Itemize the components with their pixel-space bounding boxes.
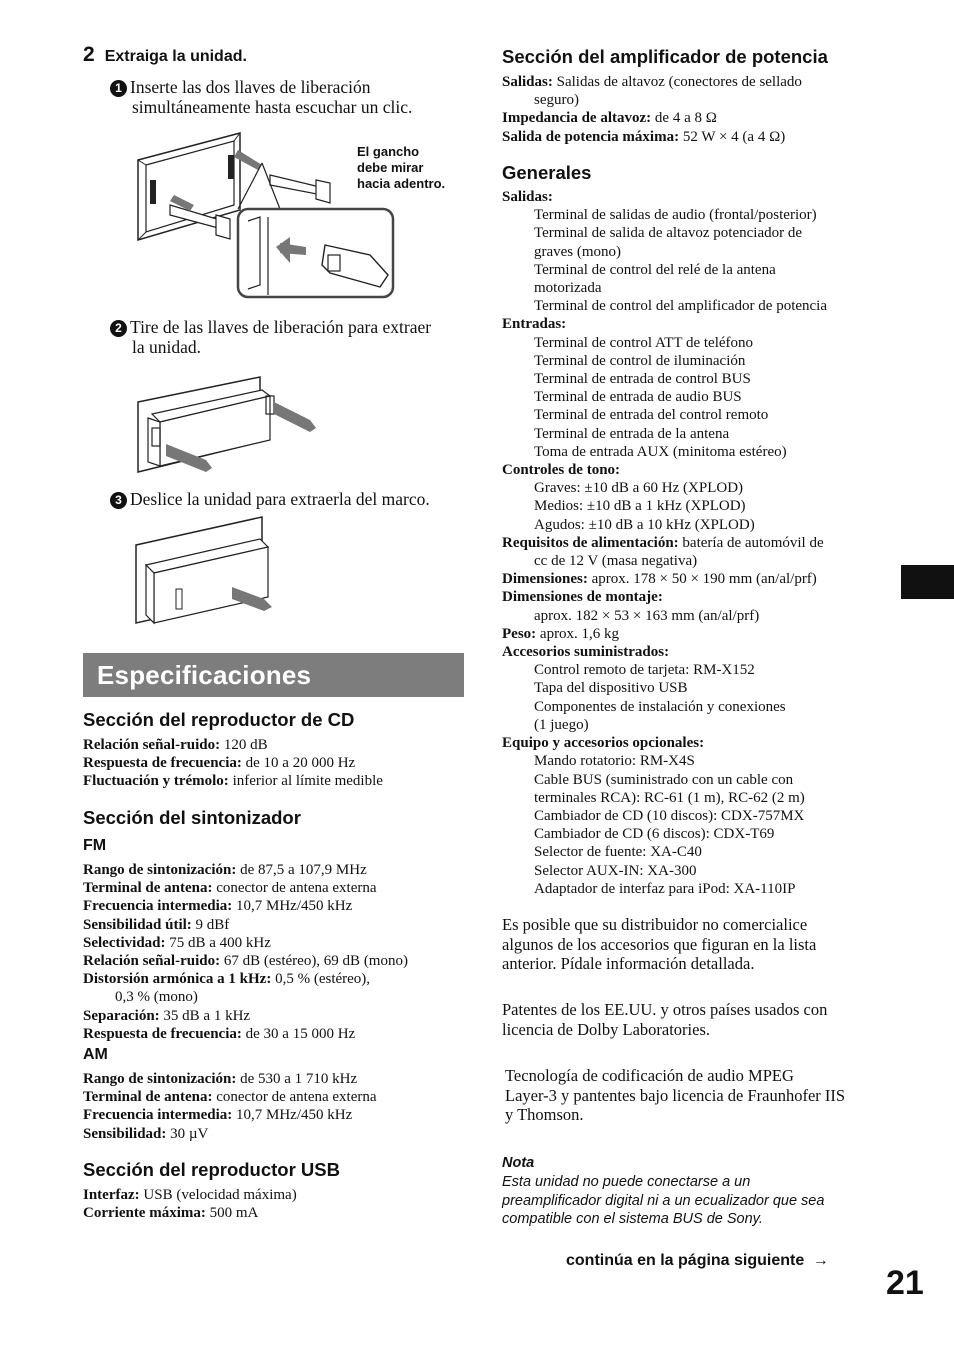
spec-row: Requisitos de alimentación: batería de automóvil de (502, 534, 824, 551)
substep-2 (110, 317, 470, 357)
note-title: Nota (502, 1155, 535, 1171)
spec-item: Terminal de control del amplificador de potencia (534, 298, 827, 315)
spec-item: Cambiador de CD (10 discos): CDX-757MX (534, 807, 805, 824)
hook-label-line: debe mirar (357, 160, 424, 175)
substep-3-text: Deslice la unidad para extraerla del marco. (130, 489, 430, 509)
paragraph-line: Patentes de los EE.UU. y otros países usados con (502, 1000, 828, 1019)
fm-heading: FM (83, 837, 107, 854)
step-title: Extraiga la unidad. (104, 48, 247, 65)
spec-row: Terminal de antena: conector de antena externa (83, 880, 377, 897)
illustration-slide-unit (132, 515, 282, 630)
cd-section-heading: Sección del reproductor de CD (83, 709, 355, 730)
step-marker-2: 2 (110, 320, 127, 337)
spec-row: Relación señal-ruido: 67 dB (estéreo), 69 dB (mono) (83, 953, 408, 970)
spec-item: terminales RCA): RC-61 (1 m), RC-62 (2 m) (534, 789, 805, 806)
spec-item: Cambiador de CD (6 discos): CDX-T69 (534, 826, 775, 843)
spec-item: Adaptador de interfaz para iPod: XA-110IP (534, 880, 796, 897)
spec-row: Salidas: Salidas de altavoz (conectores de sellado (502, 74, 802, 90)
note-line: preamplificador digital ni a un ecualizador que sea (502, 1192, 825, 1209)
amp-section-heading: Sección del amplificador de potencia (502, 46, 828, 67)
fm-spec-list (83, 861, 468, 1043)
spec-item: Terminal de entrada del control remoto (534, 407, 769, 424)
paragraph-line: Es posible que su distribuidor no comercialice (502, 915, 808, 934)
spec-row: Dimensiones: aprox. 178 × 50 × 190 mm (an/al/prf) (502, 571, 817, 588)
spec-item: Terminal de control ATT de teléfono (534, 334, 754, 351)
spec-item: Cable BUS (suministrado con un cable con (534, 771, 794, 788)
step-number: 2 (83, 43, 95, 66)
spec-group-label: Accesorios suministrados: (502, 644, 670, 661)
spec-row: Sensibilidad: 30 µV (83, 1125, 209, 1142)
spec-item: Selector de fuente: XA-C40 (534, 844, 702, 861)
spec-row: Relación señal-ruido: 120 dB (83, 737, 268, 753)
tuner-section-heading: Sección del sintonizador (83, 807, 301, 828)
availability-paragraph (502, 915, 892, 974)
paragraph-line: algunos de los accesorios que figuran en la lista (502, 934, 817, 954)
usb-spec-list (83, 1186, 463, 1222)
spec-item: Tapa del dispositivo USB (534, 680, 688, 697)
spec-row: Frecuencia intermedia: 10,7 MHz/450 kHz (83, 1107, 353, 1124)
spec-item: motorizada (534, 280, 602, 297)
spec-item: aprox. 182 × 53 × 163 mm (an/al/prf) (534, 607, 760, 624)
spec-item: Control remoto de tarjeta: RM-X152 (534, 662, 755, 679)
arrow-right-icon: → (812, 1252, 829, 1269)
paragraph-line: y Thomson. (505, 1105, 584, 1124)
am-spec-list (83, 1070, 468, 1143)
section-banner: Especificaciones (83, 653, 464, 697)
note-line: Esta unidad no puede conectarse a un (502, 1174, 751, 1190)
spec-item: (1 juego) (534, 716, 589, 733)
spec-item: Componentes de instalación y conexiones (534, 698, 786, 715)
spec-row: Impedancia de altavoz: de 4 a 8 Ω (502, 110, 717, 127)
page-number: 21 (886, 1264, 924, 1302)
continue-text: continúa en la página siguiente (566, 1252, 805, 1269)
spec-item: Terminal de control de iluminación (534, 352, 746, 369)
spec-row: Respuesta de frecuencia: de 10 a 20 000 Hz (83, 755, 356, 772)
hook-label-line: hacia adentro. (357, 176, 446, 191)
spec-item: Medios: ±10 dB a 1 kHz (XPLOD) (534, 498, 746, 515)
side-tab-marker (901, 565, 954, 599)
spec-item: Terminal de entrada de la antena (534, 425, 730, 442)
general-spec-list (502, 188, 887, 898)
substep-1-text-line2: simultáneamente hasta escuchar un clic. (132, 97, 413, 117)
spec-row: Separación: 35 dB a 1 kHz (83, 1007, 251, 1024)
paragraph-line: licencia de Dolby Laboratories. (502, 1019, 710, 1039)
illustration-pull-unit (130, 372, 330, 482)
continue-footer (566, 1252, 829, 1270)
paragraph-line: anterior. Pídale información detallada. (502, 954, 755, 973)
spec-item: graves (mono) (534, 243, 622, 260)
spec-group-label: Entradas: (502, 316, 567, 333)
dolby-paragraph (502, 1000, 892, 1039)
spec-row: Distorsión armónica a 1 kHz: 0,5 % (estéreo), (83, 971, 371, 988)
spec-row: Frecuencia intermedia: 10,7 MHz/450 kHz (83, 898, 353, 915)
substep-2-text-line2: la unidad. (132, 337, 202, 357)
step-marker-1: 1 (110, 80, 127, 97)
spec-item: Terminal de entrada de audio BUS (534, 389, 742, 406)
spec-row: Corriente máxima: 500 mA (83, 1205, 259, 1222)
spec-row: Fluctuación y trémolo: inferior al límite medible (83, 773, 383, 790)
spec-row: Rango de sintonización: de 530 a 1 710 kHz (83, 1071, 358, 1087)
spec-row: Sensibilidad útil: 9 dBf (83, 916, 230, 933)
substep-2-text-line1: Tire de las llaves de liberación para extraer (130, 317, 432, 337)
paragraph-line: Tecnología de codificación de audio MPEG (505, 1066, 794, 1085)
spec-item: Selector AUX-IN: XA-300 (534, 862, 697, 879)
spec-row: Salida de potencia máxima: 52 W × 4 (a 4 Ω) (502, 128, 786, 145)
spec-row: Rango de sintonización: de 87,5 a 107,9 MHz (83, 862, 367, 878)
spec-item: Mando rotatorio: RM-X4S (534, 753, 695, 770)
spec-row-continuation: cc de 12 V (masa negativa) (534, 553, 698, 570)
spec-item: Terminal de salida de altavoz potenciador de (534, 225, 803, 242)
spec-item: Graves: ±10 dB a 60 Hz (XPLOD) (534, 480, 744, 497)
spec-item: Toma de entrada AUX (minitoma estéreo) (534, 443, 787, 460)
spec-item: Terminal de control del relé de la antena (534, 261, 776, 278)
spec-item: Agudos: ±10 dB a 10 kHz (XPLOD) (534, 516, 755, 533)
spec-row-continuation: 0,3 % (mono) (115, 989, 198, 1006)
hook-label (357, 144, 445, 192)
hook-label-line: El gancho (357, 144, 420, 159)
note-text (502, 1173, 892, 1229)
note-line: compatible con el sistema BUS de Sony. (502, 1211, 763, 1227)
spec-row: Respuesta de frecuencia: de 30 a 15 000 Hz (83, 1025, 356, 1042)
general-section-heading: Generales (502, 162, 592, 183)
spec-group-label: Equipo y accesorios opcionales: (502, 735, 705, 752)
spec-row: Interfaz: USB (velocidad máxima) (83, 1187, 297, 1203)
usb-section-heading: Sección del reproductor USB (83, 1159, 340, 1180)
spec-group-label: Controles de tono: (502, 462, 621, 479)
paragraph-line: Layer-3 y pantentes bajo licencia de Fraunhofer IIS (505, 1085, 846, 1105)
spec-row: Selectividad: 75 dB a 400 kHz (83, 934, 271, 951)
substep-3 (110, 489, 470, 509)
mpeg-paragraph (505, 1066, 895, 1125)
spec-item: Terminal de entrada de control BUS (534, 371, 751, 388)
step-heading (83, 43, 247, 67)
spec-row: Terminal de antena: conector de antena externa (83, 1089, 377, 1106)
spec-item: Terminal de salidas de audio (frontal/posterior) (534, 207, 817, 224)
step-marker-3: 3 (110, 492, 127, 509)
spec-group-label: Dimensiones de montaje: (502, 589, 663, 606)
spec-group-label: Salidas: (502, 189, 553, 205)
spec-row-continuation: seguro) (534, 92, 579, 109)
substep-1-text-line1: Inserte las dos llaves de liberación (130, 77, 371, 97)
substep-1 (110, 77, 470, 117)
cd-spec-list (83, 736, 463, 791)
amp-spec-list (502, 73, 882, 146)
am-heading: AM (83, 1046, 108, 1063)
spec-row: Peso: aprox. 1,6 kg (502, 625, 620, 642)
